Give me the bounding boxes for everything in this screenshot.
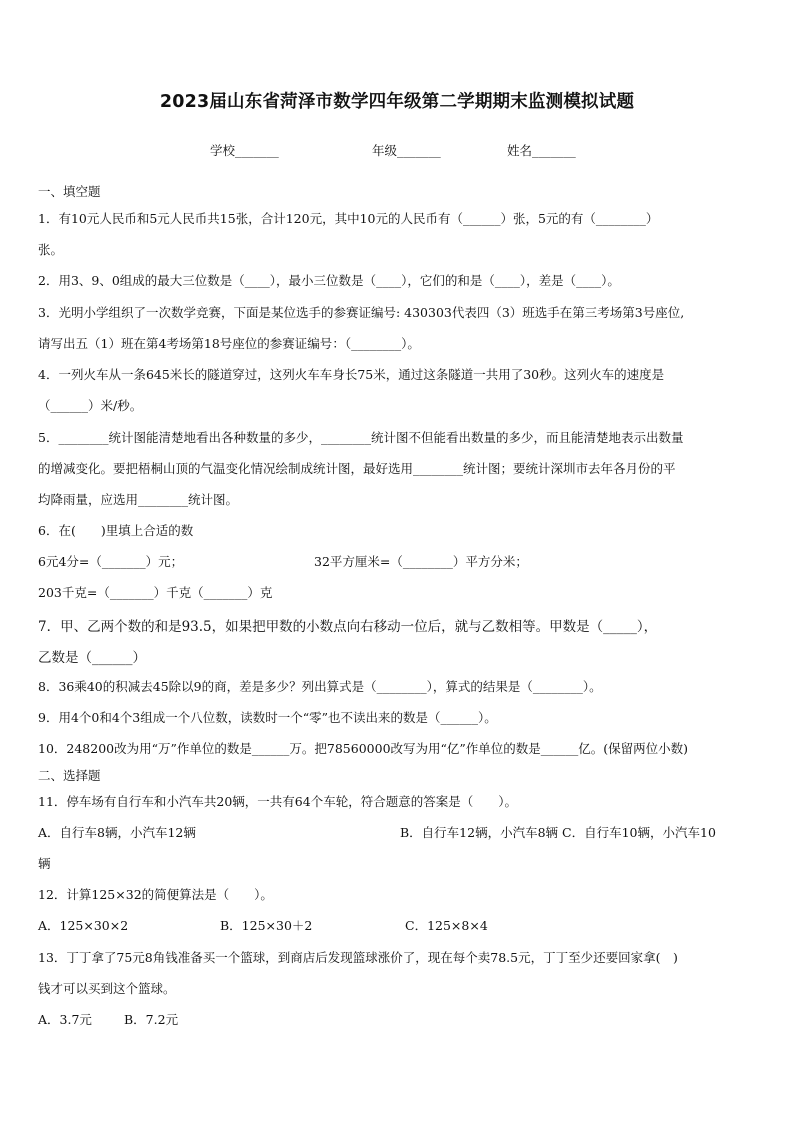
question-11-cont: 辆 [38,856,51,871]
section-choice-heading: 二、选择题 [38,768,101,783]
question-3-line-1: 3．光明小学组织了一次数学竞赛，下面是某位选手的参赛证编号: 430303代表四（3）班选手在第三考场第3号座位, [38,305,685,320]
question-12-stem: 12．计算125×32的简便算法是（ ）。 [38,887,273,902]
section-fill-heading: 一、填空题 [38,184,101,199]
question-4-line-2: （______）米/秒。 [38,398,143,413]
question-3-line-2: 请写出五（1）班在第4考场第18号座位的参赛证编号：（________）。 [38,336,420,351]
question-5-line-3: 均降雨量，应选用________统计图。 [38,492,239,507]
question-4-line-1: 4．一列火车从一条645米长的隧道穿过，这列火车车身长75米，通过这条隧道一共用了30秒。这列火车的速度是 [38,367,665,382]
question-12-option-a: A．125×30×2 [38,918,129,933]
question-11-option-a: A．自行车8辆，小汽车12辆 [38,825,196,840]
question-6-b: 32平方厘米=（________）平方分米； [314,554,528,569]
question-5-line-2: 的增减变化。要把梧桐山顶的气温变化情况绘制成统计图，最好选用________统计图；要统计深圳市去年各月份的平 [38,461,676,476]
question-11-stem: 11．停车场有自行车和小汽车共20辆，一共有64个车轮，符合题意的答案是（ ）。 [38,794,517,809]
question-13-line-2: 钱才可以买到这个篮球。 [38,981,176,996]
question-2: 2．用3、9、0组成的最大三位数是（____），最小三位数是（____），它们的和是（____），差是（____）。 [38,273,620,288]
question-6-c: 203千克=（_______）千克（_______）克 [38,585,273,600]
question-13-option-a: A．3.7元 [38,1012,92,1027]
school-field: 学校_______ [210,143,279,158]
name-field: 姓名_______ [507,143,576,158]
question-1-line-2: 张。 [38,242,64,257]
question-12-option-b: B．125×30＋2 [220,918,313,933]
question-7-line-2: 乙数是（______） [38,650,146,666]
question-11-option-bc: B．自行车12辆，小汽车8辆 C．自行车10辆，小汽车10 [400,825,716,840]
page-title: 2023届山东省菏泽市数学四年级第二学期期末监测模拟试题 [159,92,635,112]
question-13-line-1: 13．丁丁拿了75元8角钱准备买一个篮球，到商店后发现篮球涨价了，现在每个卖78.5元，丁丁至少还要回家拿( ) [38,950,678,965]
question-10: 10．248200改为用“万”作单位的数是______万。把78560000改写为用“亿”作单位的数是______亿。(保留两位小数) [38,741,689,756]
question-7-line-1: 7．甲、乙两个数的和是93.5，如果把甲数的小数点向右移动一位后，就与乙数相等。甲数是（_____）， [38,619,658,635]
question-6-a: 6元4分=（_______）元； [38,554,184,569]
question-5-line-1: 5．________统计图能清楚地看出各种数量的多少，________统计图不但能看出数量的多少，而且能清楚地表示出数量 [38,430,684,445]
question-9: 9．用4个0和4个3组成一个八位数，读数时一个“零”也不读出来的数是（______）。 [38,710,497,725]
question-1-line-1: 1．有10元人民币和5元人民币共15张，合计120元，其中10元的人民币有（______）张，5元的有（________） [38,211,659,226]
question-13-option-b: B．7.2元 [124,1012,179,1027]
question-8: 8．36乘40的积减去45除以9的商，差是多少？列出算式是（________），算式的结果是（________）。 [38,679,602,694]
question-6-stem: 6．在( )里填上合适的数 [38,523,194,538]
grade-field: 年级_______ [372,143,441,158]
question-12-option-c: C．125×8×4 [405,918,488,933]
